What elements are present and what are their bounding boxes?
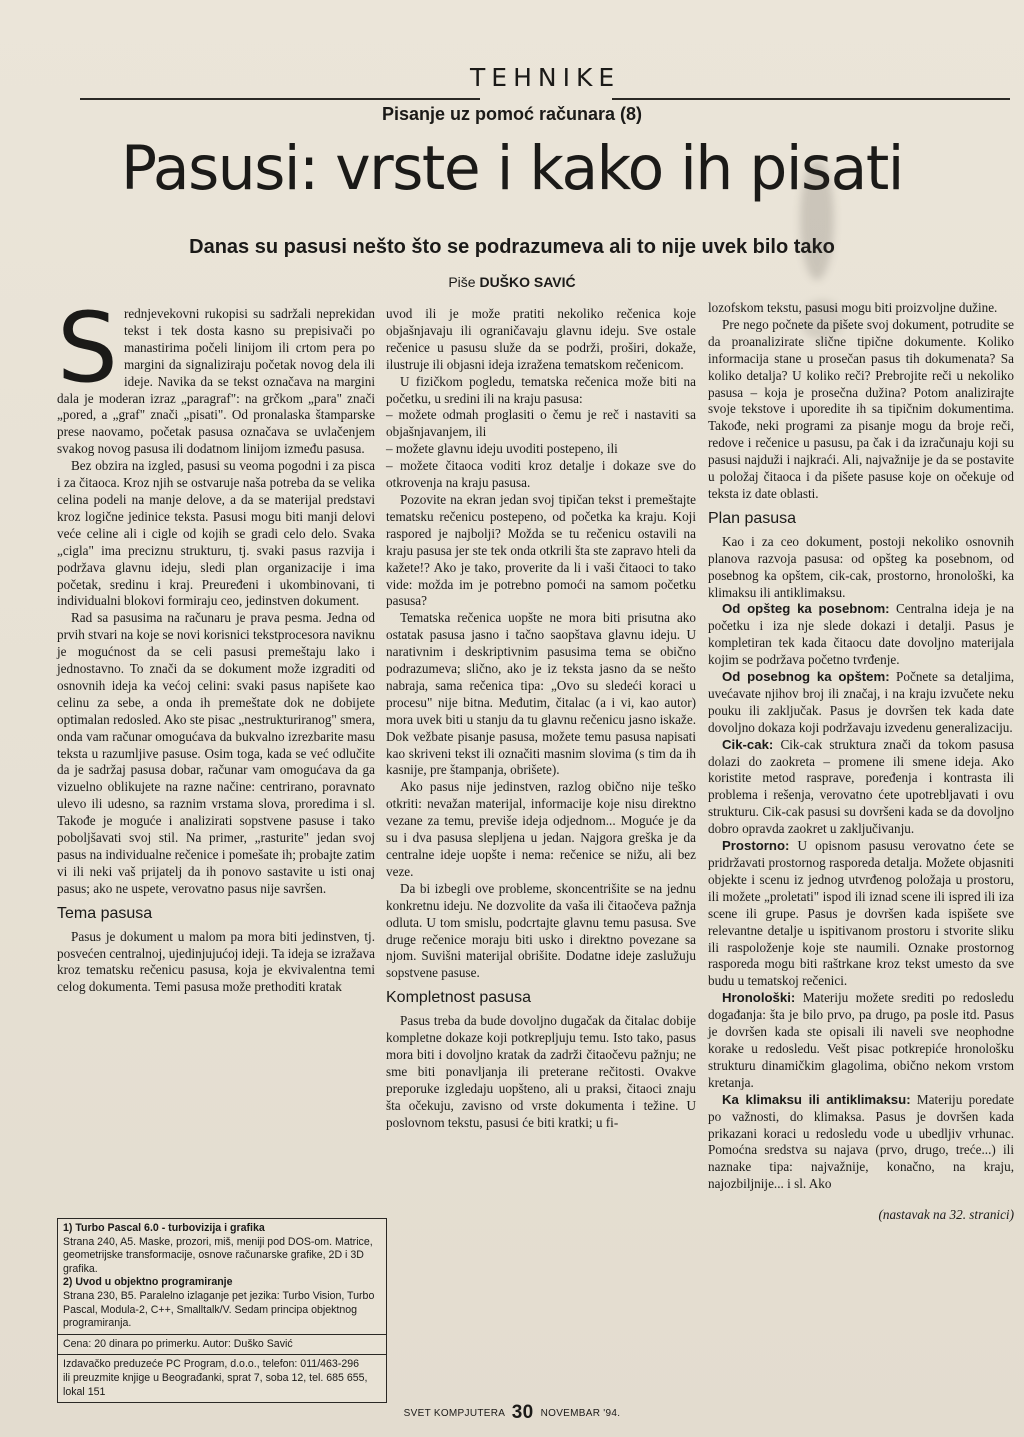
paragraph: Da bi izbegli ove probleme, skoncentrišite se na jednu konkretnu ideju. Ne dozvolite da vaša ili čitaočeva pažnja odluta. U tom smislu, podcrtajte glavnu temu pasusa. Sve druge rečenice moraju biti usko i direktno povezane sa njom. Suvišni materijal obrišite. Dodatne ideje zaslužuju sopstvene pasuse.: [386, 880, 696, 981]
paragraph: Pasus treba da bude dovoljno dugačak da čitalac dobije kompletne dokaze koji potkrepljuju temu. Isto tako, pasus mora biti i dovoljno kratak da zadrži čitaočevu pažnju; ne sme biti ponavljanja ili preterane rečitosti. Ovakve preporuke izgledaju uopšteno, ali u praksi, čitaoci znaju šta očekuju, zavisno od vrste dokumenta i težine. U poslovnom tekstu, pasusi će biti kratki; u fi-: [386, 1013, 696, 1130]
paragraph: [708, 990, 1014, 1091]
byline-author: DUŠKO SAVIĆ: [479, 274, 576, 290]
ink-smudge: [800, 160, 834, 280]
store-info: ili preuzmite knjige u Beograđanki, sprat 7, soba 12, tel. 685 655, lokal 151: [63, 1371, 368, 1398]
paragraph: Rad sa pasusima na računaru je prava pesma. Jedna od prvih stvari na koje se novi korisnici tekstprocesora naviknu je mogućnost da se celi pasusi premeštaju lako i jednostavno. To znači da se dokument može izgraditi od osnovnih ideja ka većoj celini: svaki pasus napišete kao celinu za sebe, a onda ih premeštate dok ne dobijete optimalan redosled. Ako ste pisac „nestrukturiranog" smera, onda vam računar omogućava da bukvalno izrezbarite masu teksta u razumljive pasuse. Osim toga, kada se već odlučite da je sadržaj pasusa dobar, računar vam omogućava da ga vizuelno oblikujete na razne načine: centrirano, poravnato ulevo ili udesno, sa raznim vrstama slova, proredima i sl. Takođe je moguće i analizirati sopstvene pasuse i tako poboljšavati svoj stil. Na primer, „rasturite" jedan svoj pasus na individualne rečenice i pomešate ih; probajte zatim vi ili neki vaš prijatelj da ih ponovo sastavite u isti onaj pasus; ako ne uspete, verovatno pasus nije savršen.: [57, 610, 375, 896]
issue-date: NOVEMBAR '94.: [540, 1408, 621, 1419]
page-footer: [0, 1402, 1024, 1424]
paragraph: lozofskom tekstu, pasusi mogu biti proizvoljne dužine.: [708, 300, 998, 315]
run-in-heading: Ka klimaksu ili antiklimaksu:: [722, 1091, 911, 1107]
book-ad-box: [57, 1218, 387, 1403]
header-rule-right: [612, 98, 1010, 100]
paragraph: [708, 838, 1014, 990]
paragraph: Pozovite na ekran jedan svoj tipičan tekst i premeštajte tematsku rečenicu postepeno, od početka ka kraju. Koji raspored je najbolji? Možda se tu rečenicu ostavili na kraju pasusa jer ste tek onda otkrili šta ste zapravo hteli da kažete!? Ako je tako, proverite da li i vaši čitaoci to tako vide: možda im je potrebno pomoći na samom početku pasusa?: [386, 491, 696, 609]
paragraph: Tematska rečenica uopšte ne mora biti prisutna ako ostatak pasusa jasno i tačno saopštava glavnu ideju. U narativnim i deskriptivnim pasusima tema se obično podrazumeva; slično, ako je iz teksta jasno da se nešto nabraja, sama rečenica tipa: „Ovo su sledeći koraci u procesu" nije bitna. Međutim, čitalac (a i vi, kao autor) mora uvek biti u stanju da tu glavnu rečenicu jasno iskaže. Dok vežbate pisanje pasusa, možete temu pasusa napisati kao skriveni tekst ili označiti masnim slovima (s tim da ih kasnije, pre štampanja, obrišete).: [386, 610, 696, 778]
paragraph: [708, 601, 1014, 669]
continuation-note: (nastavak na 32. stranici): [878, 1207, 1014, 1223]
section-label: TEHNIKE: [470, 63, 621, 92]
byline-prefix: Piše: [448, 274, 476, 290]
subheading-tema: Tema pasusa: [57, 904, 153, 922]
price-author: Cena: 20 dinara po primerku. Autor: Duško Savić: [63, 1337, 293, 1350]
run-in-heading: Od opšteg ka posebnom:: [722, 601, 890, 617]
publisher-info: Izdavačko preduzeće PC Program, d.o.o., telefon: 011/463-296: [63, 1358, 360, 1371]
run-in-heading: Prostorno:: [722, 838, 790, 854]
subheading-plan: Plan pasusa: [708, 509, 797, 527]
list-item: – možete glavnu ideju uvoditi postepeno, ili: [386, 441, 618, 457]
run-in-heading: Hronološki:: [722, 990, 796, 1006]
paragraph-text: U opisnom pasusu verovatno ćete se pridržavati prostornog rasporeda detalja. Možete objasniti objekte i scenu iz jednog utvrđenog položaja u prostoru, ili možete „proletati" ispod ili iznad scene ili ispred ili iza scene ili grupe. Pasus je dovršen kada ispišete sve relevantne detalje u ispitivanom prostoru i stvorite sliku ili raspoloženje koje ste naumili. Oznake prostornog rasporeda mogu biti raštrkane kroz tekst umesto da sve budu u tematskoj rečenici.: [708, 838, 1014, 989]
article-subtitle: Danas su pasusi nešto što se podrazumeva ali to nije uvek bilo tako: [189, 236, 835, 258]
paragraph: Pre nego počnete da pišete svoj dokument, potrudite se da proanalizirate slične tipične dokumente. Koliko informacija stane u prosečan pasus tih dokumenata? Sa koliko detalja? U koliko reči? Prebrojite reči u nekoliko pasusa – koja je prosečna dužina? Potom analizirajte svoje tekstove i uporedite ih sa tipičnim dokumentima. Takođe, neki programi za pisanje mogu da broje reči, redove i rečenice u pasusu, pa čak i da izračunaju koji su pasusi najduži i najkraći. Ali, najvažnije je da se postavite u položaj čitaoca i da pišete pasuse koje on očekuje od teksta iz date oblasti.: [708, 316, 1014, 501]
byline: [0, 274, 1024, 290]
paragraph-text: Centralna ideja je na početku i iza nje slede dokazi i detalji. Pasus je kompletiran tek kada čitaocu date dovoljno materijala kojim se podržava početno tvrđenje.: [708, 601, 1014, 668]
header-rule-left: [80, 98, 480, 100]
paragraph: rednjevekovni rukopisi su sadržali neprekidan tekst i tek dosta kasno su prepisivači po manastirima počeli linijom ili crtom pera po margini da signaliziraju početak novog dela ili ideje. Navika da se tekst označava na margini dala je moderan izraz „paragraf": na grčkom „para" znači „pored, a „graf" znači „pisati". Od pronalaska štamparske prese naovamo, početak pasusa označava se uvlačenjem svakog novog pasusa ili dodatnom linijom između pasusa.: [57, 306, 375, 457]
column-1: [57, 292, 375, 996]
book-1-title: 1) Turbo Pascal 6.0 - turbovizija i grafika: [63, 1222, 265, 1234]
run-in-heading: Od posebnog ka opštem:: [722, 669, 890, 685]
drop-cap: S: [57, 292, 118, 404]
ink-smudge: [800, 300, 844, 340]
paragraph: Bez obzira na izgled, pasusi su veoma pogodni i za pisca i za čitaoca. Kroz njih se ostvaruje naša potreba da se velika celina podeli na manje delove, a da se materijal predstavi kroz logične jedinice teksta. Pasusi mogu biti manji delovi veće celine ali i cigle od kojih se gradi celo delo. Svaka „cigla" ima preciznu strukturu, tj. svaki pasus razvija i podržava glavnu ideju, sledi plan organizacije i ima početak, sredinu i kraj. Preuređeni i ukombinovani, ti individualni blokovi formiraju ceo, jedinstven dokument.: [57, 458, 375, 609]
column-3: [708, 300, 1014, 1224]
paragraph-text: Materiju možete srediti po redosledu događanja: šta je bilo prvo, pa drugo, pa posle itd. Pasus je dovršen kada ste opisali ili naveli sve neophodne korake u redosledu. Vešt pisac potkrepiće hronološku strukturu dinamičkim glagolima, obično nekom vrstom kretanja.: [708, 990, 1014, 1090]
article-title: Pasusi: vrste i kako ih pisati: [121, 133, 903, 204]
paragraph-text: Materiju poredate po važnosti, do klimaksa. Pasus je dovršen kada prikazani koraci u redosledu vode u ubedljiv vrhunac. Pomoćna sredstva su najava (prvo, drugo, treće...) ili naznake tipa: najvažnije, konačno, na kraju, najozbiljnije... i sl. Ako: [708, 1091, 1014, 1192]
paragraph: [708, 1092, 1014, 1193]
page-number: 30: [511, 1402, 534, 1423]
list-item: – možete odmah proglasiti o čemu je reč i nastaviti sa objašnjavanjem, ili: [386, 407, 696, 440]
paragraph: Kao i za ceo dokument, postoji nekoliko osnovnih planova razvoja pasusa: od opšteg ka posebnom, od posebnog ka opštem, cik-cak, prostorno, hronološki, ka klimaksu ili antiklimaksu.: [708, 533, 1014, 600]
book-2-description: Strana 230, B5. Paralelno izlaganje pet jezika: Turbo Vision, Turbo Pascal, Modula-2, C++, Smalltalk/V. Sedam principa objektnog programiranja.: [63, 1289, 375, 1330]
book-1-description: Strana 240, A5. Maske, prozori, miš, meniji pod DOS-om. Matrice, geometrijske transformacije, osnove računarske grafike, 2D i 3D grafika.: [63, 1235, 373, 1275]
list-item: – možete čitaoca voditi kroz detalje i dokaze sve do otkrovenja na kraju pasusa.: [386, 458, 696, 491]
book-2-title: 2) Uvod u objektno programiranje: [63, 1276, 233, 1289]
paragraph: [708, 737, 1014, 838]
paragraph-text: Počnete sa detaljima, uvećavate njihov broj ili značaj, i na kraju izvučete neku pouku ili zaključak. Pasus je dovršen tek kada date dovoljno dokaza koji podržavaju izvedenu generalizaciju.: [708, 669, 1014, 735]
paragraph: U fizičkom pogledu, tematska rečenica može biti na početku, u sredini ili na kraju pasusa:: [386, 373, 696, 406]
paragraph: Pasus je dokument u malom pa mora biti jedinstven, tj. posvećen centralnoj, ujedinjujućoj ideji. Ta ideja se izražava kroz tematsku rečenicu pasusa, koja je ekvivalentna temi celog dokumenta. Temi pasusa može prethoditi kratak: [57, 928, 375, 995]
box-divider: [58, 1354, 386, 1355]
run-in-heading: Cik-cak:: [722, 736, 774, 752]
paragraph: Ako pasus nije jedinstven, razlog obično nije teško otkriti: nevažan materijal, informacije koje nisu direktno vezane za temu, previše ideja odjednom... Moguće je da su i dva pasusa slepljena u jedan. Najgora greška je da centralne ideje uopšte i nema: rečenice se nižu, ali bez veze.: [386, 779, 696, 879]
column-2: [386, 306, 696, 1132]
paragraph-text: Cik-cak struktura znači da tokom pasusa dolazi do zaokreta – promene ili smene ideja. Ako koristite metod rasprave, poređenja i kontrasta ili problema i rešenja, verovatno ćete upotrebljavati i ovu strukturu. Cik-cak pasusi su dovršeni kada se da dovoljno dobro opravda zaokret u zaključivanju.: [708, 736, 1014, 837]
box-divider: [58, 1334, 386, 1335]
magazine-name: SVET KOMPJUTERA: [403, 1408, 505, 1419]
paragraph: uvod ili je može pratiti nekoliko rečenica koje objašnjavaju ili ograničavaju glavnu ideju. Sve ostale rečenice u pasusu služe da se podrži, proširi, dokaže, ilustruje ili objasni ideja izražena tematskom rečenicom.: [386, 306, 696, 372]
series-title: Pisanje uz pomoć računara (8): [381, 104, 643, 124]
subheading-kompletnost: Kompletnost pasusa: [386, 989, 531, 1007]
paragraph: [708, 669, 1014, 737]
